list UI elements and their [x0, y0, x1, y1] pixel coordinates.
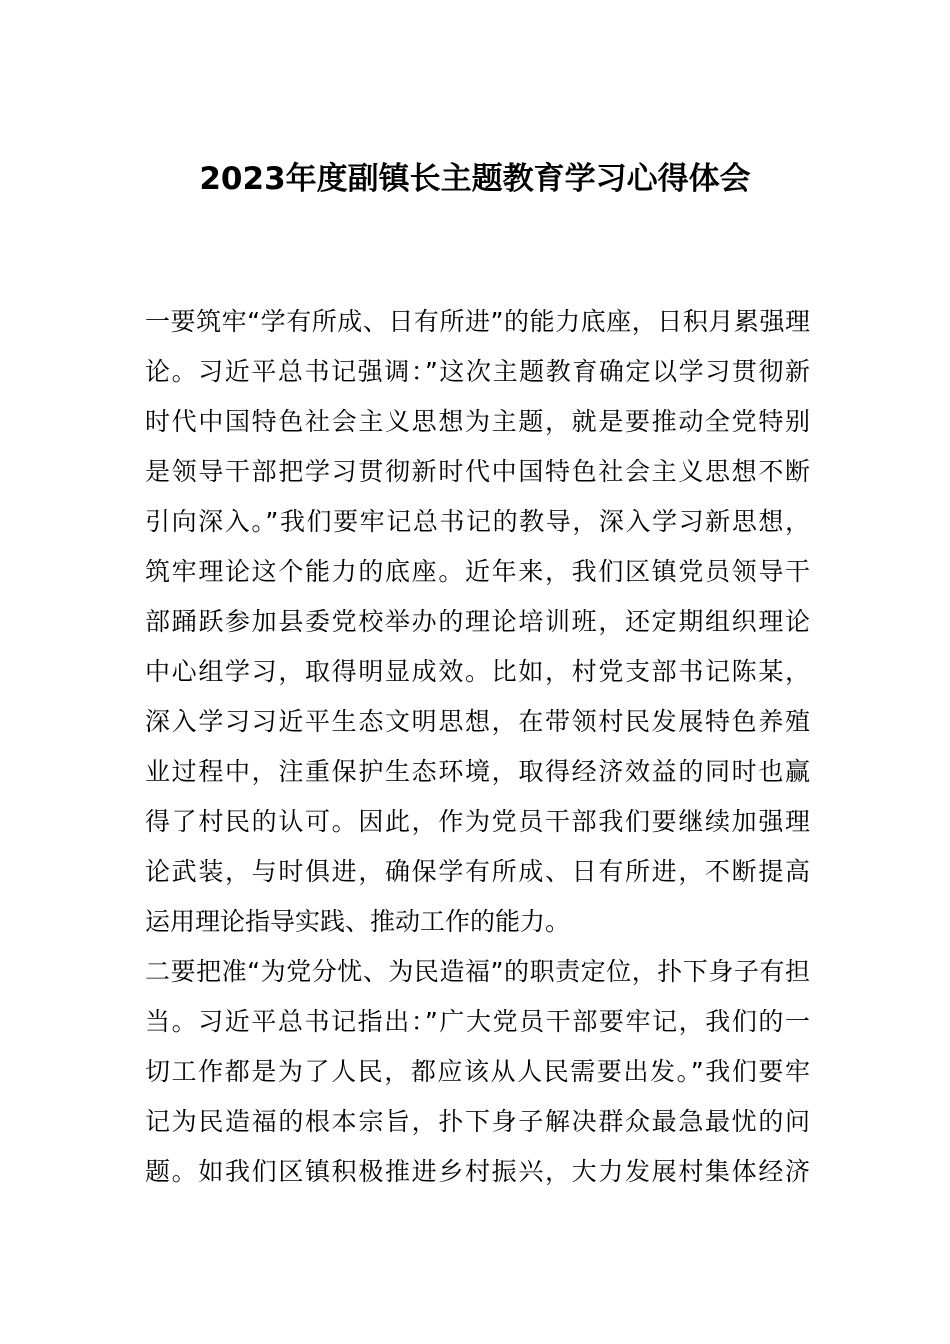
- text-line: 切工作都是为了人民，都应该从人民需要出发。”我们要牢: [145, 1057, 810, 1086]
- text-line: 论武装，与时俱进，确保学有所成、日有所进，不断提高: [145, 857, 810, 886]
- text-line: 得了村民的认可。因此，作为党员干部我们要继续加强理: [145, 807, 810, 836]
- text-line: 中心组学习，取得明显成效。比如，村党支部书记陈某，: [145, 657, 810, 686]
- text-line: 一要筑牢“学有所成、日有所进”的能力底座，日积月累强理: [145, 307, 810, 336]
- text-line: 二要把准“为党分忧、为民造福”的职责定位，扑下身子有担: [145, 957, 810, 986]
- text-line: 论。习近平总书记强调：”这次主题教育确定以学习贯彻新: [145, 357, 810, 386]
- text-line: 是领导干部把学习贯彻新时代中国特色社会主义思想不断: [145, 457, 810, 486]
- document-title: 2023年度副镇长主题教育学习心得体会: [199, 161, 751, 197]
- text-line: 业过程中，注重保护生态环境，取得经济效益的同时也赢: [145, 757, 810, 786]
- document-body: [145, 297, 810, 1197]
- text-line: 部踊跃参加县委党校举办的理论培训班，还定期组织理论: [145, 607, 810, 636]
- text-line: 引向深入。”我们要牢记总书记的教导，深入学习新思想，: [145, 507, 810, 536]
- text-line: 筑牢理论这个能力的底座。近年来，我们区镇党员领导干: [145, 557, 810, 586]
- text-line: 记为民造福的根本宗旨，扑下身子解决群众最急最忧的问: [145, 1107, 810, 1136]
- text-line: 深入学习习近平生态文明思想，在带领村民发展特色养殖: [145, 707, 810, 736]
- text-line: 当。习近平总书记指出：”广大党员干部要牢记，我们的一: [145, 1007, 810, 1036]
- text-line: 时代中国特色社会主义思想为主题，就是要推动全党特别: [145, 407, 810, 436]
- text-line: 题。如我们区镇积极推进乡村振兴，大力发展村集体经济: [145, 1157, 810, 1186]
- text-line: 运用理论指导实践、推动工作的能力。: [145, 907, 571, 936]
